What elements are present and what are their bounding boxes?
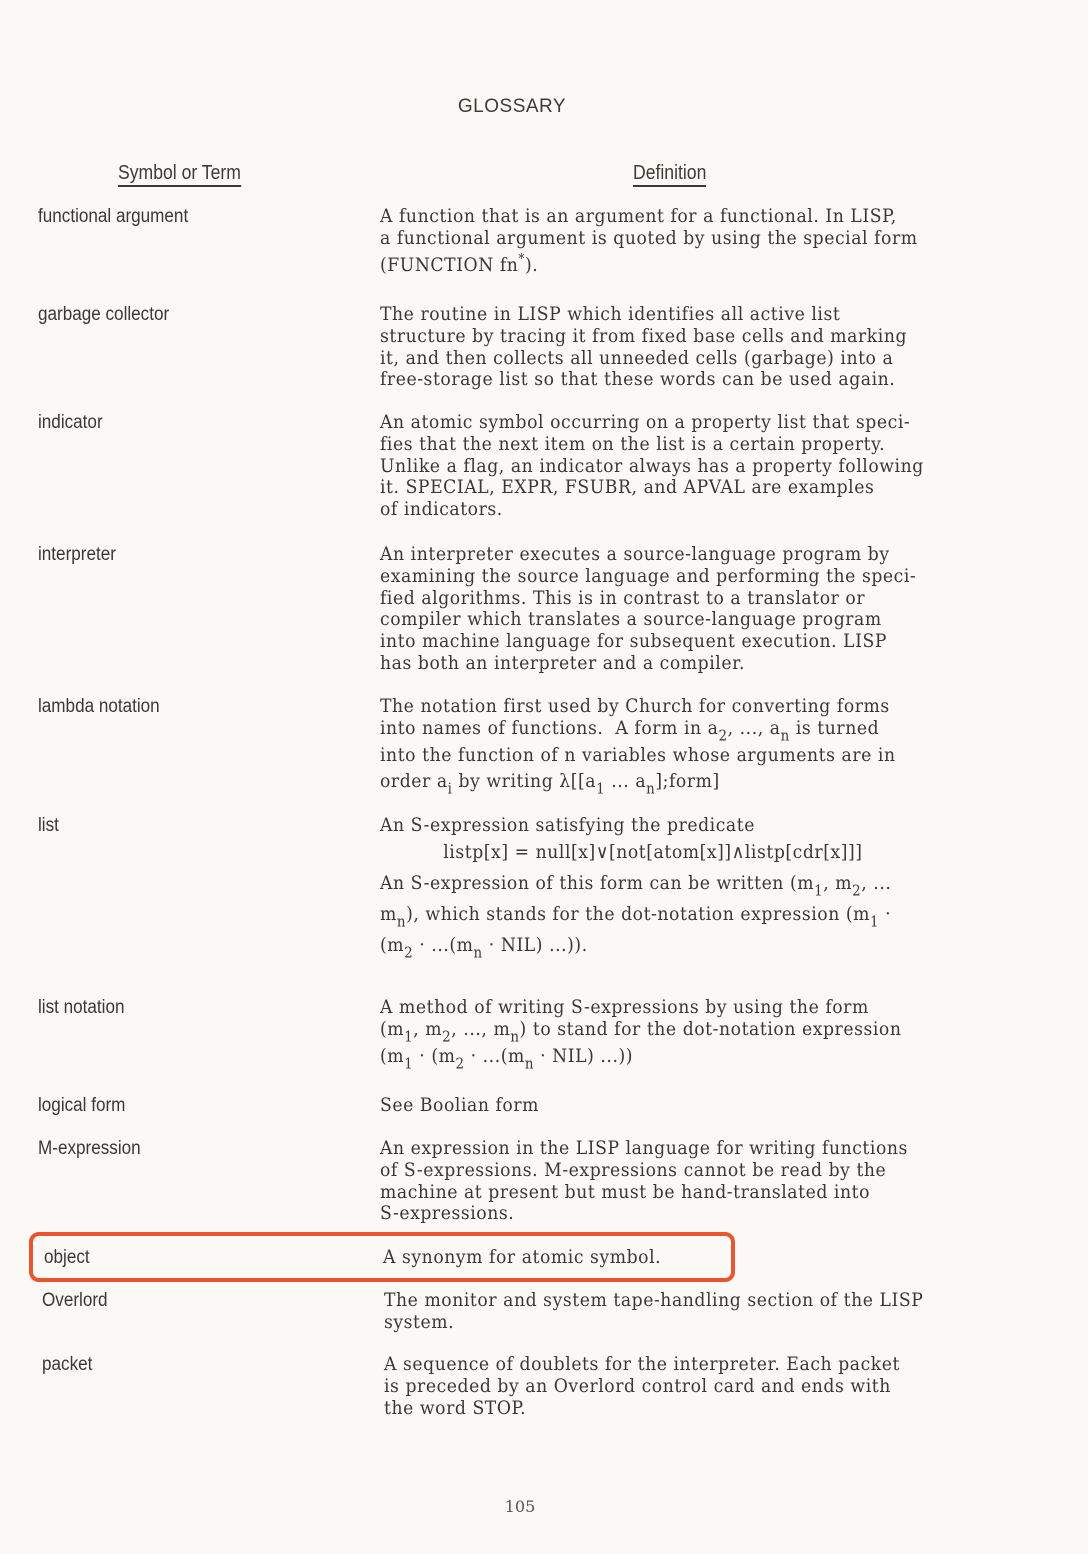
definition-line: into names of functions. A form in $a_2$, ..., $a_n$ is turned [380,717,880,745]
definition-line: Unlike a flag, an indicator always has a property following [380,455,924,477]
definition-line: The monitor and system tape-handling section of the LISP [384,1290,924,1311]
definition-line: examining the source language and performing the speci- [380,565,917,587]
entry-term: M-expression [38,1138,141,1159]
entry-term: lambda notation [38,696,160,717]
entry-definition [380,206,975,281]
definition-line: A synonym for atomic symbol. [383,1247,662,1268]
definition-line: An S-expression of this form can be written ($m_1$, $m_2$, ... [380,872,892,900]
definition-line: An atomic symbol occurring on a property list that speci- [380,412,911,433]
definition-line: A method of writing S-expressions by using the form [380,997,869,1018]
definition-line: An S-expression satisfying the predicate [380,815,755,836]
entry-term: packet [42,1354,93,1375]
term-column-header-label: Symbol or Term [118,162,241,187]
definition-line: of S-expressions. M-expressions cannot be read by the [380,1159,887,1181]
entry-definition [380,1095,975,1117]
definition-line: (FUNCTION fn*). [380,251,539,276]
definition-line: fied algorithms. This is in contrast to a translator or [380,587,866,609]
definition-column-header-label: Definition [633,162,706,187]
definition-line: A function that is an argument for a functional. In LISP, [380,206,897,227]
entry-definition [384,1354,979,1419]
definition-line: The notation first used by Church for converting forms [380,696,890,717]
entry-term: list notation [38,997,125,1018]
definition-line: fies that the next item on the list is a certain property. [380,433,886,455]
entry-definition [380,815,975,961]
definition-line: is preceded by an Overlord control card and ends with [384,1375,891,1397]
definition-line: ($m_1 \cdot (m_2 \cdot ...(m_n \cdot NIL)$ ...)) [380,1045,634,1073]
entry-definition [380,696,975,798]
definition-line: free-storage list so that these words can be used again. [380,369,896,391]
entry-term: list [38,815,59,836]
definition-line: into the function of n variables whose arguments are in [380,744,896,766]
entry-definition [380,997,975,1072]
entry-term: interpreter [38,544,116,565]
entry-definition [380,1138,975,1225]
definition-line: An expression in the LISP language for writing functions [380,1138,908,1159]
definition-line: $m_n$), which stands for the dot-notation expression ($m_1$ · [380,903,892,931]
definition-line: ($m_2 \cdot ...(m_n \cdot NIL)$ ...)). [380,934,588,962]
definition-line: a functional argument is quoted by using the special form [380,227,918,249]
page-title: GLOSSARY [457,96,567,117]
definition-line: S-expressions. [380,1203,515,1225]
page-number: 105 [504,1497,536,1516]
definition-line: of indicators. [380,499,503,521]
entry-term: indicator [38,412,103,433]
entry-definition [380,544,975,675]
definition-line: it. SPECIAL, EXPR, FSUBR, and APVAL are examples [380,477,875,499]
entry-term: functional argument [38,206,189,227]
entry-definition [380,304,975,391]
definition-line: An interpreter executes a source-language program by [380,544,890,565]
definition-line: into machine language for subsequent execution. LISP [380,631,887,653]
entry-definition [384,1290,979,1334]
definition-line: the word STOP. [384,1397,527,1419]
definition-line: it, and then collects all unneeded cells (garbage) into a [380,347,894,369]
definition-line: See Boolian form [380,1095,539,1116]
entry-term: object [44,1247,90,1268]
definition-line: ($m_1$, $m_2$, ..., $m_n$) to stand for the dot-notation expression [380,1018,902,1046]
entry-term: Overlord [42,1290,108,1311]
definition-line: system. [384,1311,455,1333]
entry-term: garbage collector [38,304,170,325]
definition-line: structure by tracing it from fixed base cells and marking [380,325,908,347]
definition-line: compiler which translates a source-language program [380,609,882,631]
highlight-box [29,1232,735,1282]
definition-line: machine at present but must be hand-translated into [380,1181,871,1203]
definition-line: has both an interpreter and a compiler. [380,652,746,674]
definition-column-header [633,162,706,185]
definition-line: The routine in LISP which identifies all active list [380,304,841,325]
term-column-header [118,162,241,185]
entry-term: logical form [38,1095,126,1116]
definition-line: A sequence of doublets for the interpreter. Each packet [384,1354,900,1375]
definition-formula: listp[x] = null[x]∨[not[atom[x]]∧listp[cdr[x]]] [443,841,863,863]
definition-line: order $a_i$ by writing $\lambda[[a_1$ ... $a_n];form$] [380,770,720,798]
entry-definition [380,412,975,521]
